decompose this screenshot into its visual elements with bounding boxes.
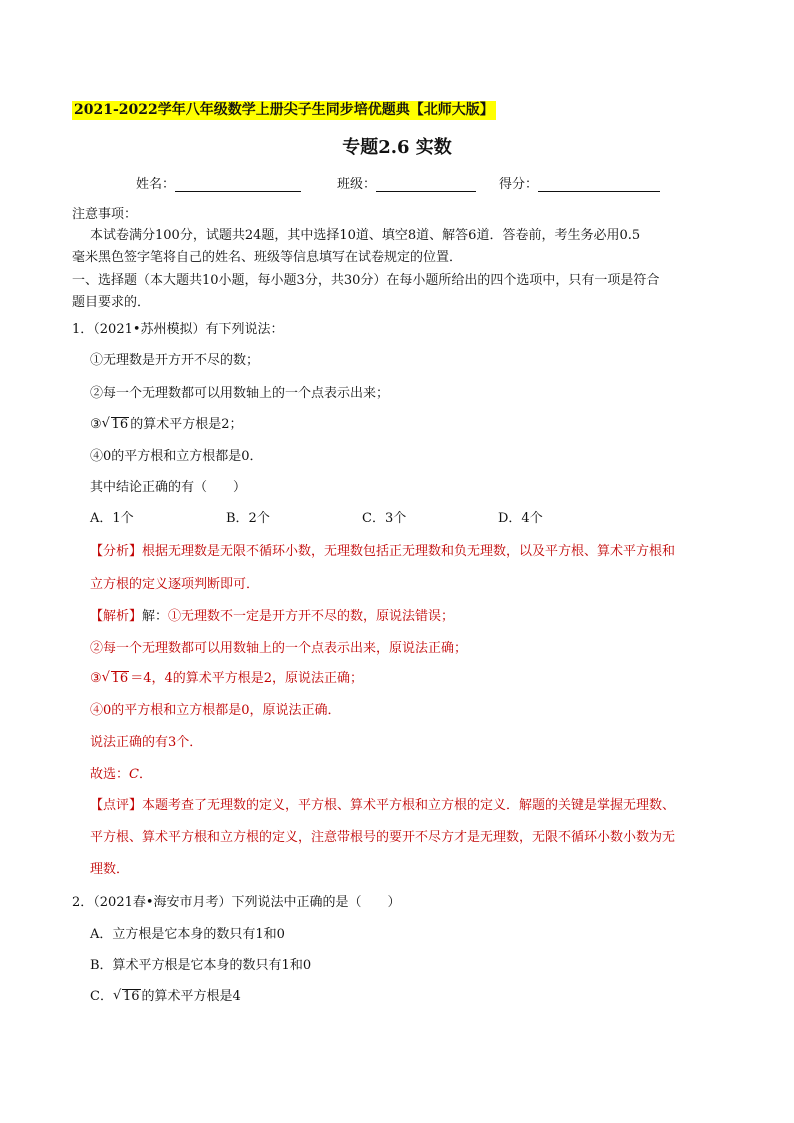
notice-line: 毫米黑色签字笔将自己的姓名、班级等信息填写在试卷规定的位置． bbox=[72, 250, 463, 265]
solution-step-3-text: ＝4，4的算术平方根是2，原说法正确； bbox=[130, 671, 364, 686]
score-label: 得分： bbox=[499, 177, 539, 192]
radicand: 16 bbox=[111, 417, 129, 432]
analysis-line-cont: 立方根的定义逐项判断即可． bbox=[90, 577, 260, 592]
score-blank bbox=[538, 177, 660, 192]
class-field bbox=[337, 176, 476, 194]
series-banner: 2021-2022学年八年级数学上册尖子生同步培优题典【北师大版】 bbox=[74, 102, 494, 118]
statement-4: ④0的平方根和立方根都是0． bbox=[90, 449, 263, 464]
answer-suffix: ． bbox=[138, 767, 152, 782]
question-1-options bbox=[90, 510, 634, 528]
solution-step-1: ①无理数不一定是开方开不尽的数，原说法错误； bbox=[168, 609, 455, 624]
option-d: D．4个 bbox=[498, 511, 543, 526]
analysis-line bbox=[90, 543, 675, 561]
question-2-stem: 2．（2021春•海安市月考）下列说法中正确的是（ ） bbox=[72, 895, 401, 910]
solution-step-2: ②每一个无理数都可以用数轴上的一个点表示出来，原说法正确； bbox=[90, 641, 468, 656]
sqrt-expression bbox=[102, 416, 130, 434]
notice-line: 本试卷满分100分，试题共24题，其中选择10道、填空8道、解答6道．答卷前，考生务必用0.5 bbox=[90, 228, 641, 243]
comment-tag: 【点评】 bbox=[90, 798, 143, 813]
comment-line-end: 理数． bbox=[90, 862, 130, 877]
statement-3-text: 的算术平方根是2； bbox=[130, 417, 243, 432]
name-label: 姓名： bbox=[136, 177, 176, 192]
question-1-ask: 其中结论正确的有（ ） bbox=[90, 480, 247, 495]
statement-2: ②每一个无理数都可以用数轴上的一个点表示出来； bbox=[90, 386, 390, 401]
analysis-text: 根据无理数是无限不循环小数，无理数包括正无理数和负无理数，以及平方根、算术平方根和 bbox=[142, 544, 676, 559]
page-title: 专题2.6 实数 bbox=[342, 137, 452, 158]
answer-value: C bbox=[129, 767, 139, 782]
name-field bbox=[136, 176, 301, 194]
statement-1: ①无理数是开方开不尽的数； bbox=[90, 353, 260, 368]
sqrt-expression bbox=[102, 670, 130, 688]
class-label: 班级： bbox=[337, 177, 377, 192]
sqrt-expression bbox=[113, 988, 141, 1006]
analysis-tag: 【分析】 bbox=[90, 544, 143, 559]
section-heading: 一、选择题（本大题共10小题，每小题3分，共30分）在每小题所给出的四个选项中，只有一项是符合 bbox=[72, 273, 660, 288]
radicand: 16 bbox=[111, 671, 129, 686]
answer-prefix: 故选： bbox=[90, 767, 130, 782]
option-c: C．3个 bbox=[362, 511, 407, 526]
option-b: B．2个 bbox=[226, 511, 270, 526]
option-a: A．1个 bbox=[90, 511, 134, 526]
solution-tag: 【解析】 bbox=[90, 609, 143, 624]
solution-line bbox=[90, 608, 454, 626]
answer-line bbox=[90, 766, 152, 784]
q2-option-b: B．算术平方根是它本身的数只有1和0 bbox=[90, 958, 312, 973]
notice-heading: 注意事项： bbox=[72, 207, 138, 222]
comment-line bbox=[90, 797, 675, 815]
q2-option-c-label: C． bbox=[90, 989, 113, 1004]
solution-step-3-marker: ③ bbox=[90, 671, 102, 686]
name-blank bbox=[175, 177, 301, 192]
q2-option-c-text: 的算术平方根是4 bbox=[141, 989, 241, 1004]
radicand: 16 bbox=[122, 989, 140, 1004]
comment-line-cont: 平方根、算术平方根和立方根的定义，注意带根号的要开不尽方才是无理数，无限不循环小数小数为无 bbox=[90, 830, 676, 845]
solution-step-3 bbox=[90, 670, 363, 688]
solution-count: 说法正确的有3个． bbox=[90, 735, 203, 750]
solution-head: 解： bbox=[142, 609, 169, 624]
statement-3-marker: ③ bbox=[90, 417, 102, 432]
section-heading-cont: 题目要求的． bbox=[72, 295, 151, 310]
q2-option-c bbox=[90, 988, 241, 1006]
q2-option-a: A．立方根是它本身的数只有1和0 bbox=[90, 927, 285, 942]
question-1-stem: 1．（2021•苏州模拟）有下列说法： bbox=[72, 322, 284, 337]
score-field bbox=[499, 176, 660, 194]
solution-step-4: ④0的平方根和立方根都是0，原说法正确． bbox=[90, 703, 341, 718]
class-blank bbox=[376, 177, 476, 192]
statement-3 bbox=[90, 416, 242, 434]
comment-text: 本题考查了无理数的定义，平方根、算术平方根和立方根的定义．解题的关键是掌握无理数、 bbox=[142, 798, 676, 813]
